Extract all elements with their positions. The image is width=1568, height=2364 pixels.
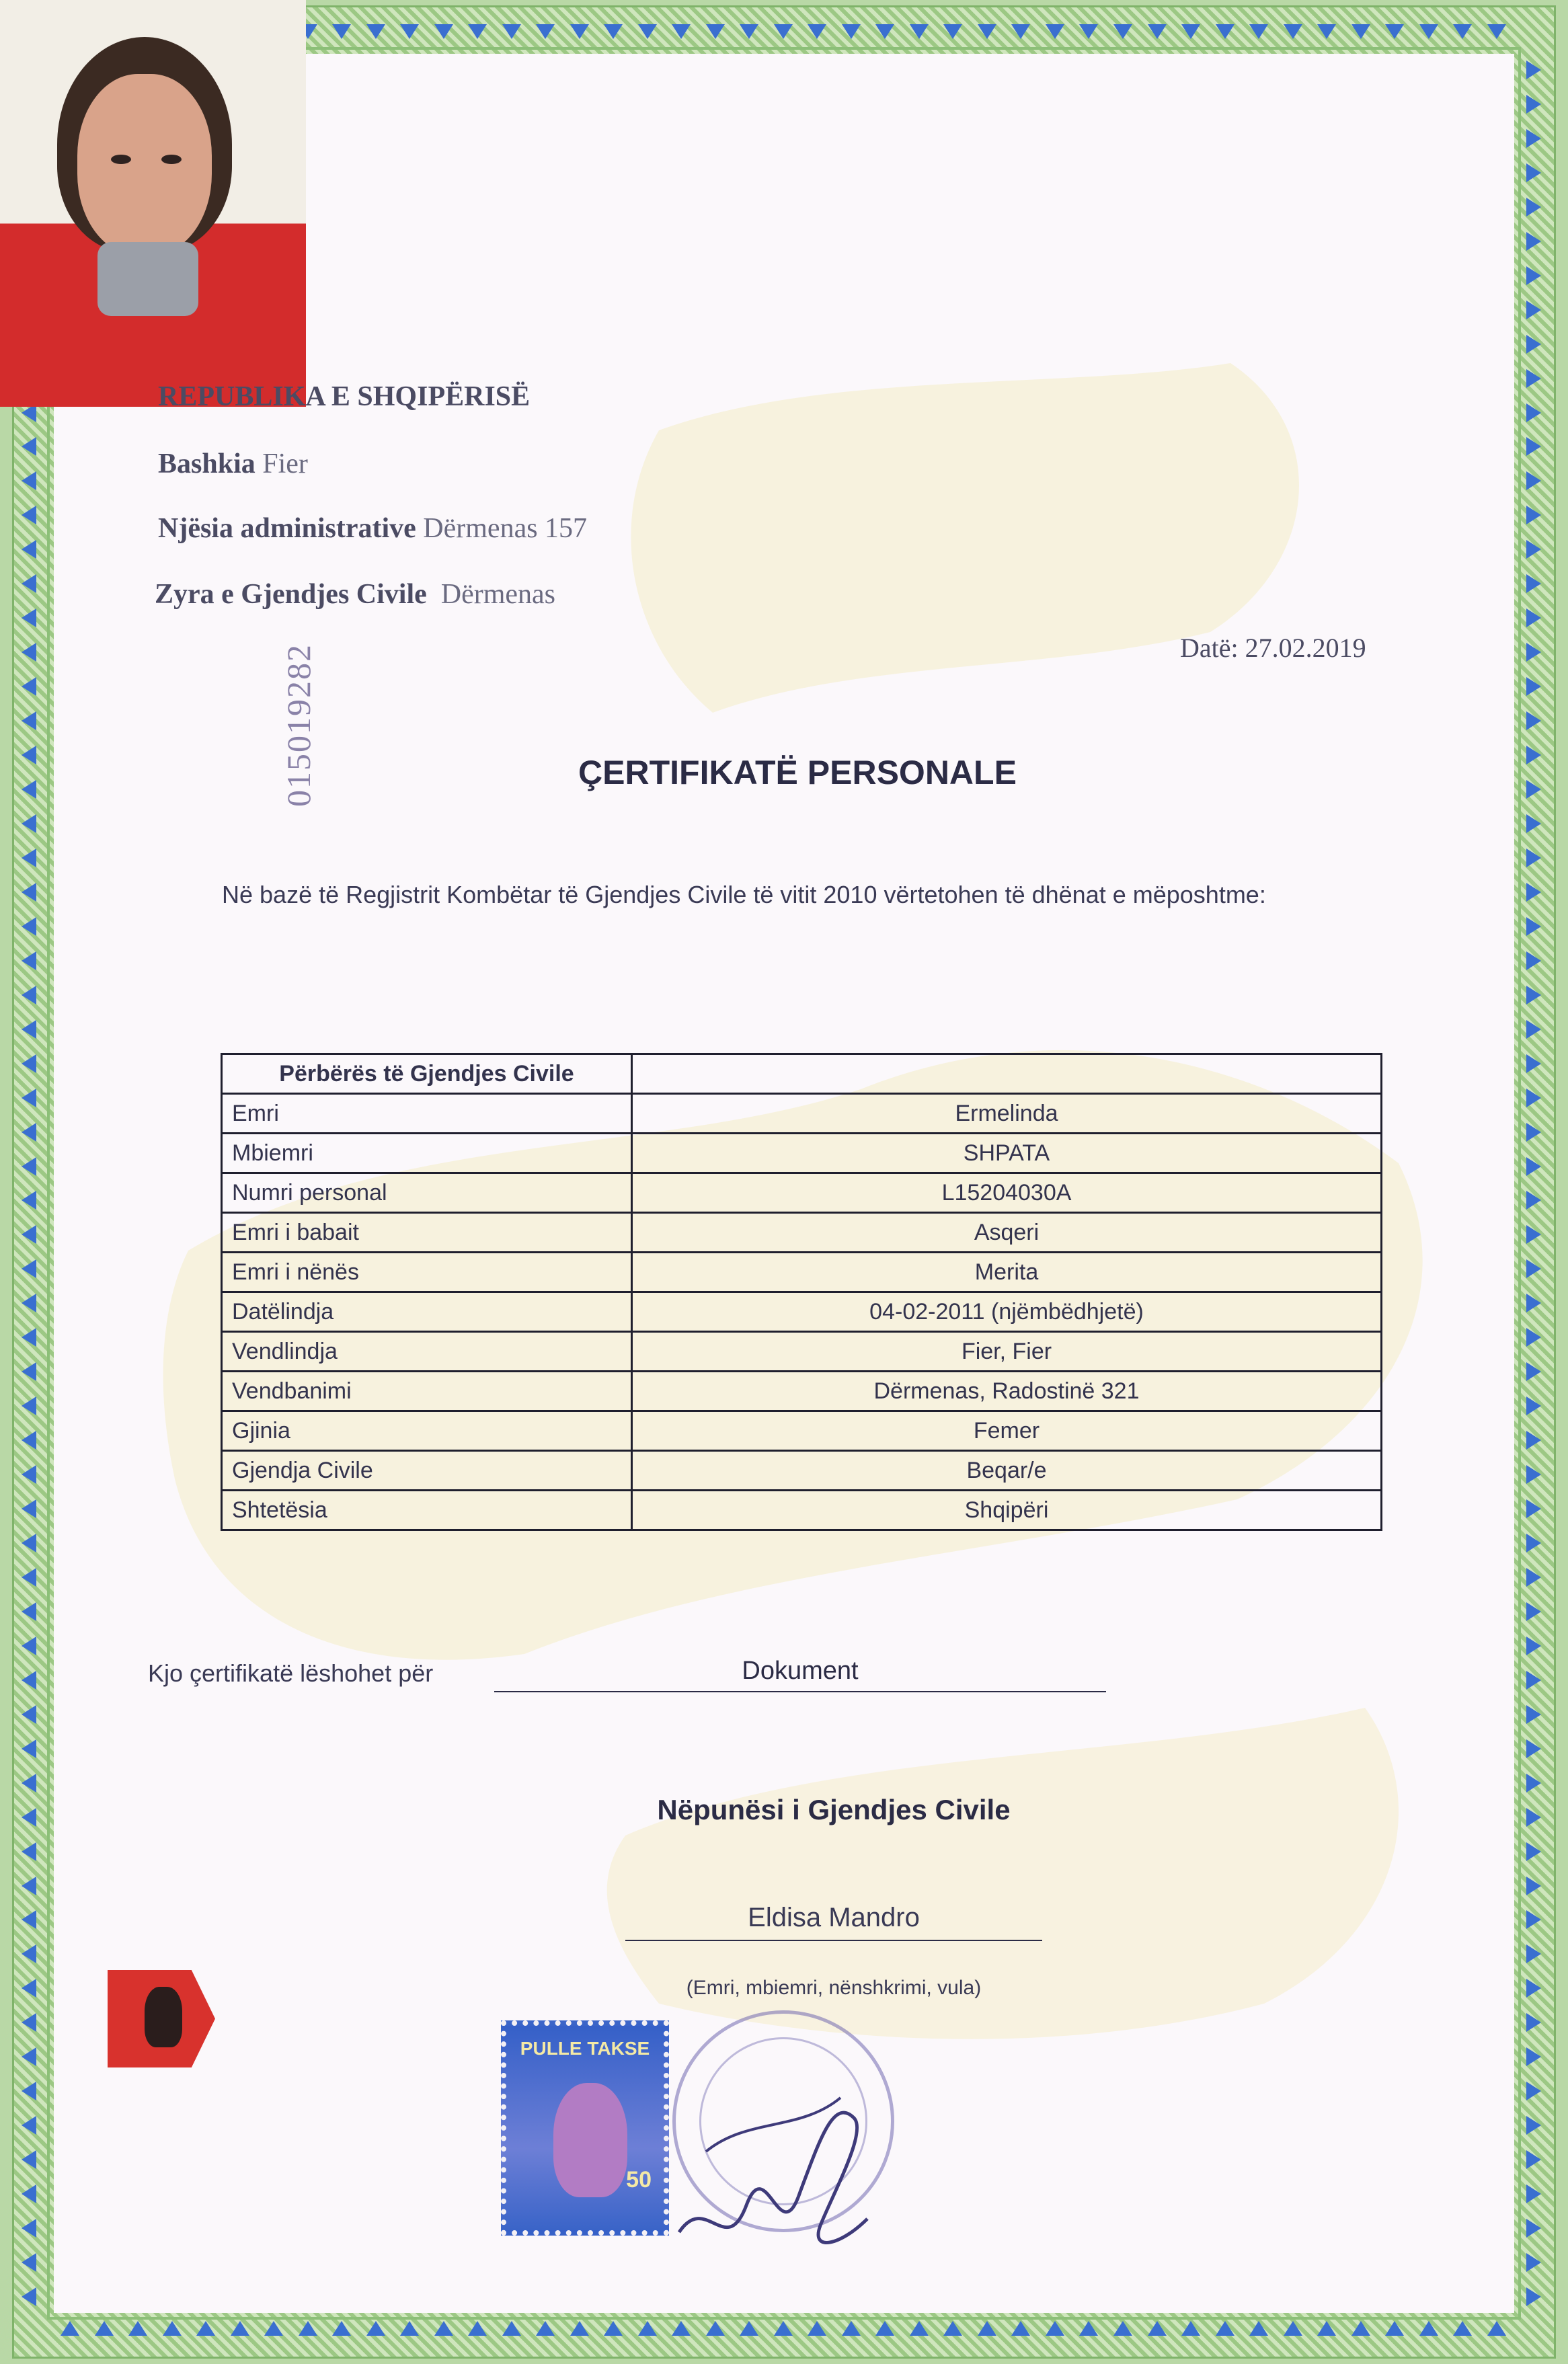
border-triangle [1079, 24, 1098, 39]
border-triangle [1526, 232, 1541, 251]
border-triangle [1526, 1123, 1541, 1142]
border-triangle [1526, 917, 1541, 936]
table-row [222, 1134, 1382, 1173]
row-label: Mbiemri [222, 1134, 632, 1173]
border-triangle [1526, 1465, 1541, 1484]
row-value: Asqeri [632, 1213, 1382, 1253]
border-triangle [1216, 2321, 1234, 2336]
border-triangle [1526, 61, 1541, 79]
border-triangle [22, 1739, 36, 1758]
border-triangle [22, 2047, 36, 2066]
country-name: REPUBLIKA E SHQIPËRISË [158, 381, 531, 412]
border-triangle [1526, 1499, 1541, 1518]
border-triangle [502, 24, 521, 39]
border-triangle [22, 2219, 36, 2238]
border-triangle [22, 951, 36, 970]
border-triangle [1526, 1328, 1541, 1347]
row-label: Datëlindja [222, 1292, 632, 1332]
border-triangle [22, 1877, 36, 1895]
admin-unit-value: Dërmenas 157 [423, 513, 588, 544]
row-label: Emri i nënës [222, 1253, 632, 1292]
border-triangle [1526, 1568, 1541, 1587]
border-triangle [22, 1089, 36, 1107]
border-triangle [1526, 403, 1541, 422]
border-triangle [366, 2321, 385, 2336]
border-triangle [1526, 540, 1541, 559]
border-triangle [808, 2321, 826, 2336]
border-triangle [22, 1259, 36, 1278]
border-triangle [1526, 2047, 1541, 2066]
border-triangle [1526, 1534, 1541, 1552]
border-triangle [1526, 2184, 1541, 2203]
border-triangle [1526, 574, 1541, 593]
purpose-value: Dokument [742, 1657, 859, 1685]
border-triangle [604, 2321, 623, 2336]
table-header-empty [632, 1054, 1382, 1094]
border-triangle [774, 2321, 793, 2336]
border-triangle [22, 1602, 36, 1621]
border-triangle [1249, 24, 1268, 39]
border-triangle [1526, 198, 1541, 216]
border-triangle [22, 2013, 36, 2032]
row-label: Emri i babait [222, 1213, 632, 1253]
border-triangle [1526, 849, 1541, 867]
border-triangle [1526, 1637, 1541, 1655]
border-triangle [1526, 2013, 1541, 2032]
border-triangle [943, 24, 962, 39]
border-triangle [22, 1499, 36, 1518]
row-value: L15204030A [632, 1173, 1382, 1213]
border-triangle [1526, 1431, 1541, 1450]
border-triangle [808, 24, 826, 39]
border-triangle [943, 2321, 962, 2336]
border-triangle [1113, 2321, 1132, 2336]
purpose-underline [494, 1691, 1106, 1692]
municipality-label: Bashkia [158, 448, 256, 479]
row-label: Gjendja Civile [222, 1451, 632, 1491]
border-triangle [1526, 1979, 1541, 1998]
officer-underline [625, 1940, 1042, 1941]
office-value: Dërmenas [440, 579, 556, 610]
border-triangle [706, 2321, 725, 2336]
civil-status-table [221, 1053, 1382, 1531]
table-header-row [222, 1054, 1382, 1094]
eagle-icon [145, 1987, 182, 2047]
border-triangles-right [1526, 61, 1546, 2306]
border-triangle [22, 506, 36, 524]
office-line [155, 578, 555, 610]
border-triangle [22, 711, 36, 730]
border-triangle [299, 2321, 317, 2336]
row-label: Gjinia [222, 1411, 632, 1451]
border-triangle [1453, 2321, 1472, 2336]
border-triangle [1526, 1842, 1541, 1861]
border-triangle [1526, 951, 1541, 970]
border-triangle [22, 1054, 36, 1073]
border-triangle [22, 1944, 36, 1963]
border-triangle [1526, 1774, 1541, 1792]
border-triangle [1453, 24, 1472, 39]
border-triangle [22, 1191, 36, 1210]
border-triangle [1181, 24, 1200, 39]
row-label: Emri [222, 1094, 632, 1134]
border-triangle [1526, 1910, 1541, 1929]
border-triangle [1526, 1362, 1541, 1381]
officer-caption: (Emri, mbiemri, nënshkrimi, vula) [686, 1977, 982, 1999]
border-triangle [22, 1534, 36, 1552]
officer-name: Eldisa Mandro [748, 1903, 920, 1932]
border-triangle [1317, 24, 1336, 39]
table-row [222, 1411, 1382, 1451]
border-triangle [22, 1020, 36, 1039]
border-triangle [22, 1328, 36, 1347]
border-triangle [22, 2287, 36, 2306]
issue-date: Datë: 27.02.2019 [1180, 633, 1366, 663]
border-triangle [434, 2321, 453, 2336]
border-triangle [332, 24, 351, 39]
border-triangle [1385, 2321, 1404, 2336]
border-triangle [672, 2321, 691, 2336]
border-triangle [22, 2150, 36, 2169]
border-triangle [1526, 814, 1541, 833]
border-triangle [1284, 2321, 1302, 2336]
border-triangle [638, 2321, 657, 2336]
tax-stamp [501, 2020, 669, 2236]
admin-unit-line [158, 512, 587, 545]
border-triangle [1046, 24, 1064, 39]
border-triangle [332, 2321, 351, 2336]
border-triangle [1419, 24, 1438, 39]
border-triangle [1526, 608, 1541, 627]
border-triangle [22, 917, 36, 936]
border-triangle [1526, 1225, 1541, 1244]
border-triangle [22, 1123, 36, 1142]
border-triangle [1526, 163, 1541, 182]
border-triangle [875, 24, 894, 39]
border-triangle [875, 2321, 894, 2336]
border-triangle [1526, 2253, 1541, 2272]
border-triangle [163, 2321, 182, 2336]
border-triangle [22, 1465, 36, 1484]
border-triangle [502, 2321, 521, 2336]
border-triangle [1526, 1705, 1541, 1724]
border-triangle [1526, 1259, 1541, 1278]
border-triangle [1526, 677, 1541, 696]
table-row [222, 1173, 1382, 1213]
border-triangle [1284, 24, 1302, 39]
border-triangle [128, 2321, 147, 2336]
border-triangle [1526, 1739, 1541, 1758]
border-triangle [604, 24, 623, 39]
border-triangle [774, 24, 793, 39]
border-triangle [22, 1396, 36, 1415]
row-label: Numri personal [222, 1173, 632, 1213]
municipality-line [158, 448, 308, 480]
border-triangle [1113, 24, 1132, 39]
border-triangle [1011, 24, 1030, 39]
municipality-value: Fier [262, 448, 308, 479]
border-triangle [536, 24, 555, 39]
border-triangle [400, 24, 419, 39]
table-header-cell: Përbërës të Gjendjes Civile [222, 1054, 632, 1094]
border-triangle [570, 24, 589, 39]
border-triangle [22, 1431, 36, 1450]
border-triangle [22, 608, 36, 627]
border-triangle [231, 2321, 249, 2336]
border-triangle [1419, 2321, 1438, 2336]
border-triangle [22, 2184, 36, 2203]
row-value: Dërmenas, Radostinë 321 [632, 1372, 1382, 1411]
border-triangle [22, 2116, 36, 2135]
border-triangle [1526, 883, 1541, 902]
border-triangle [1526, 1671, 1541, 1690]
border-triangle [1526, 2082, 1541, 2100]
border-triangle [22, 1157, 36, 1176]
border-triangle [672, 24, 691, 39]
border-triangle [22, 1294, 36, 1312]
border-triangle [978, 24, 996, 39]
border-triangle [22, 1362, 36, 1381]
border-triangle [22, 1979, 36, 1998]
tax-stamp-value: 50 [626, 2167, 652, 2193]
border-triangle [22, 1705, 36, 1724]
table-row [222, 1253, 1382, 1292]
row-value: Fier, Fier [632, 1332, 1382, 1372]
border-triangle [1526, 643, 1541, 662]
border-triangle [1526, 506, 1541, 524]
border-triangle [1385, 24, 1404, 39]
border-triangle [400, 2321, 419, 2336]
row-value: SHPATA [632, 1134, 1382, 1173]
border-triangle [1249, 2321, 1268, 2336]
serial-number: 015019282 [280, 643, 317, 807]
row-label: Vendlindja [222, 1332, 632, 1372]
border-triangle [22, 1842, 36, 1861]
border-triangle [434, 24, 453, 39]
purpose-label: Kjo çertifikatë lëshohet për [148, 1659, 434, 1687]
border-triangle [740, 24, 758, 39]
border-triangle [22, 643, 36, 662]
border-triangle [1526, 711, 1541, 730]
border-triangle [22, 471, 36, 490]
row-value: Merita [632, 1253, 1382, 1292]
border-triangle [1526, 2287, 1541, 2306]
border-triangle [22, 1637, 36, 1655]
border-triangle [706, 24, 725, 39]
border-triangle [1526, 1396, 1541, 1415]
table-row [222, 1213, 1382, 1253]
border-triangle [264, 2321, 283, 2336]
portrait-photo-icon [0, 0, 306, 407]
row-value: Femer [632, 1411, 1382, 1451]
table-row [222, 1372, 1382, 1411]
border-triangle [1526, 1054, 1541, 1073]
border-triangle [1351, 2321, 1370, 2336]
border-triangle [95, 2321, 114, 2336]
border-triangle [1526, 2150, 1541, 2169]
border-triangle [842, 2321, 861, 2336]
border-triangle [22, 437, 36, 456]
border-triangle [1487, 2321, 1506, 2336]
border-triangle [1526, 266, 1541, 285]
border-triangle [22, 574, 36, 593]
border-triangle [22, 1910, 36, 1929]
table-row [222, 1451, 1382, 1491]
border-triangle [1216, 24, 1234, 39]
table-row [222, 1094, 1382, 1134]
table-row [222, 1332, 1382, 1372]
border-triangle [1526, 95, 1541, 114]
border-triangle [1317, 2321, 1336, 2336]
border-triangle [1526, 129, 1541, 148]
border-triangle [1526, 1877, 1541, 1895]
border-triangle [1526, 2219, 1541, 2238]
border-triangle [1526, 1191, 1541, 1210]
border-triangle [1526, 1157, 1541, 1176]
border-triangle [1526, 1944, 1541, 1963]
border-triangle [1526, 1089, 1541, 1107]
border-triangle [638, 24, 657, 39]
row-value: Ermelinda [632, 1094, 1382, 1134]
border-triangle [22, 849, 36, 867]
border-triangle [22, 883, 36, 902]
border-triangle [910, 24, 929, 39]
certificate-title: ÇERTIFIKATË PERSONALE [578, 754, 1017, 791]
row-value: 04-02-2011 (njëmbëdhjetë) [632, 1292, 1382, 1332]
border-triangle [842, 24, 861, 39]
tax-stamp-label: PULLE TAKSE [520, 2038, 650, 2059]
border-triangles-bottom [61, 2321, 1506, 2341]
border-triangle [910, 2321, 929, 2336]
border-triangle [1526, 335, 1541, 354]
officer-title: Nëpunësi i Gjendjes Civile [657, 1794, 1011, 1825]
border-triangle [1526, 1294, 1541, 1312]
border-triangle [468, 2321, 487, 2336]
border-triangle [1526, 986, 1541, 1004]
office-label: Zyra e Gjendjes Civile [155, 579, 427, 610]
row-label: Shtetësia [222, 1491, 632, 1530]
border-triangle [22, 986, 36, 1004]
border-triangle [22, 1671, 36, 1690]
border-triangle [1526, 437, 1541, 456]
border-triangle [22, 1568, 36, 1587]
border-triangle [1526, 2116, 1541, 2135]
border-triangle [740, 2321, 758, 2336]
row-label: Vendbanimi [222, 1372, 632, 1411]
border-triangle [1181, 2321, 1200, 2336]
border-triangle [1526, 301, 1541, 319]
table-row [222, 1491, 1382, 1530]
border-triangle [1079, 2321, 1098, 2336]
border-triangle [22, 2253, 36, 2272]
border-triangle [22, 1225, 36, 1244]
admin-unit-label: Njësia administrative [158, 513, 416, 544]
border-triangle [22, 814, 36, 833]
intro-text: Në bazë të Regjistrit Kombëtar të Gjendjes Civile të vitit 2010 vërtetohen të dhënat e mëposhtme: [222, 881, 1266, 908]
border-triangle [468, 24, 487, 39]
border-triangle [22, 2082, 36, 2100]
border-triangle [1351, 24, 1370, 39]
border-triangle [1526, 1020, 1541, 1039]
border-triangle [1487, 24, 1506, 39]
border-triangle [22, 1774, 36, 1792]
border-triangle [536, 2321, 555, 2336]
border-triangle [1526, 369, 1541, 388]
border-triangle [1046, 2321, 1064, 2336]
border-triangle [1011, 2321, 1030, 2336]
border-triangle [1148, 24, 1167, 39]
border-triangle [196, 2321, 215, 2336]
border-triangle [978, 2321, 996, 2336]
border-triangle [22, 677, 36, 696]
border-triangle [1526, 1602, 1541, 1621]
border-triangle [1526, 471, 1541, 490]
portrait-icon [553, 2083, 627, 2197]
border-triangle [570, 2321, 589, 2336]
signature-icon [666, 2057, 894, 2279]
border-triangle [22, 540, 36, 559]
table-row [222, 1292, 1382, 1332]
row-value: Shqipëri [632, 1491, 1382, 1530]
border-triangle [366, 24, 385, 39]
row-value: Beqar/e [632, 1451, 1382, 1491]
border-triangle [1148, 2321, 1167, 2336]
border-triangle [61, 2321, 79, 2336]
